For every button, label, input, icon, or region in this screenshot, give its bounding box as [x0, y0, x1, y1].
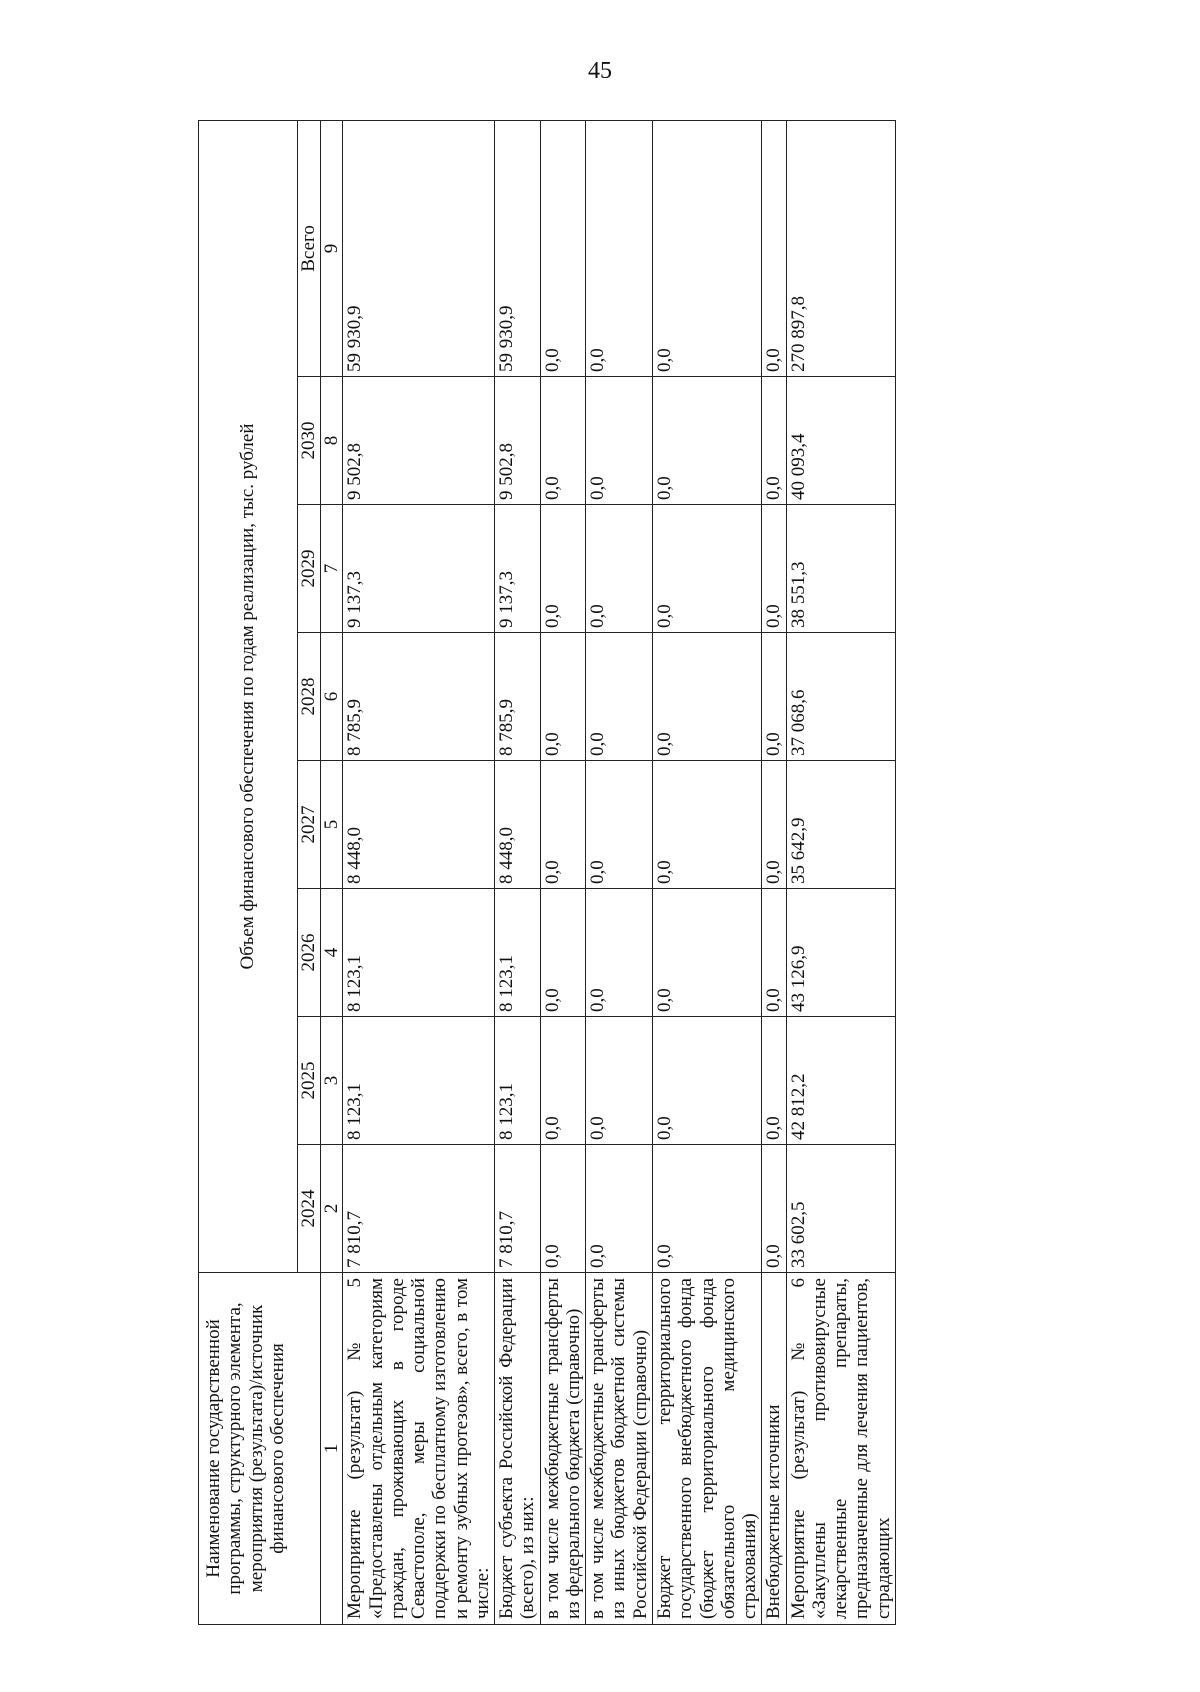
value-cell: 0,0	[586, 633, 653, 761]
value-cell: 0,0	[540, 633, 586, 761]
value-cell: 42 812,2	[786, 1017, 895, 1145]
value-cell: 0,0	[652, 633, 761, 761]
table-row	[786, 120, 895, 1624]
rotated-table-container	[198, 121, 1058, 1625]
value-cell: 0,0	[762, 889, 786, 1017]
value-cell: 0,0	[540, 1145, 586, 1273]
value-cell: 7 810,7	[495, 1145, 541, 1273]
value-cell: 0,0	[586, 377, 653, 505]
row-label: в том числе межбюджетные трансферты из федерального бюджета (справочно)	[540, 1273, 586, 1625]
column-number: 1	[321, 1273, 343, 1625]
value-cell: 43 126,9	[786, 889, 895, 1017]
year-header: 2029	[298, 505, 321, 633]
table-row	[762, 120, 786, 1624]
table-row	[586, 120, 653, 1624]
header-row-top	[199, 120, 298, 1624]
value-cell: 0,0	[586, 889, 653, 1017]
value-cell: 0,0	[762, 1145, 786, 1273]
value-cell: 0,0	[586, 761, 653, 889]
total-cell: 0,0	[586, 120, 653, 376]
value-cell: 0,0	[652, 889, 761, 1017]
row-label: Бюджет субъекта Российской Федерации (всего), из них:	[495, 1273, 541, 1625]
value-cell: 0,0	[762, 761, 786, 889]
column-number: 3	[321, 1017, 343, 1145]
year-header: 2026	[298, 889, 321, 1017]
value-cell: 0,0	[540, 1017, 586, 1145]
column-number: 8	[321, 377, 343, 505]
value-cell: 0,0	[652, 377, 761, 505]
total-cell: 59 930,9	[495, 120, 541, 376]
row-label: Внебюджетные источники	[762, 1273, 786, 1625]
row-label: Мероприятие (результат) № 5 «Предоставлены отдельным категориям граждан, проживающих в городе Севастополе, меры социальной поддержки по бесплатному изготовлению и ремонту зубных протезов», всего, в том числе:	[343, 1273, 495, 1625]
value-cell: 0,0	[540, 761, 586, 889]
value-cell: 33 602,5	[786, 1145, 895, 1273]
value-cell: 0,0	[586, 1017, 653, 1145]
row-label: Мероприятие (результат) № 6 «Закуплены противовирусные лекарственные препараты, предназначенные для лечения пациентов, страдающих	[786, 1273, 895, 1625]
value-cell: 9 137,3	[495, 505, 541, 633]
name-column-header: Наименование государственной программы, структурного элемента, мероприятия (результата)/источник финансового обеспечения	[199, 1273, 321, 1625]
year-header: 2028	[298, 633, 321, 761]
financing-table	[198, 120, 896, 1625]
rotated-table-frame	[198, 121, 1058, 1625]
table-row	[495, 120, 541, 1624]
year-header: 2025	[298, 1017, 321, 1145]
row-label: Бюджет территориального государственного внебюджетного фонда (бюджет территориального фонда обязательного медицинского страхования)	[652, 1273, 761, 1625]
value-cell: 40 093,4	[786, 377, 895, 505]
year-header: 2030	[298, 377, 321, 505]
row-label: в том числе межбюджетные трансферты из иных бюджетов бюджетной системы Российской Федерации (справочно)	[586, 1273, 653, 1625]
column-number: 5	[321, 761, 343, 889]
table-row	[540, 120, 586, 1624]
total-cell: 0,0	[540, 120, 586, 376]
value-cell: 7 810,7	[343, 1145, 495, 1273]
value-cell: 38 551,3	[786, 505, 895, 633]
value-cell: 8 123,1	[343, 889, 495, 1017]
value-cell: 0,0	[762, 1017, 786, 1145]
total-cell: 0,0	[762, 120, 786, 376]
column-number: 9	[321, 120, 343, 376]
value-cell: 0,0	[652, 761, 761, 889]
value-cell: 0,0	[540, 505, 586, 633]
value-cell: 8 123,1	[495, 889, 541, 1017]
value-cell: 9 502,8	[495, 377, 541, 505]
value-cell: 8 785,9	[495, 633, 541, 761]
total-header: Всего	[298, 120, 321, 376]
table-row	[343, 120, 495, 1624]
value-cell: 0,0	[652, 1145, 761, 1273]
value-cell: 0,0	[652, 505, 761, 633]
value-cell: 0,0	[762, 377, 786, 505]
total-cell: 0,0	[652, 120, 761, 376]
year-header: 2027	[298, 761, 321, 889]
column-number-row	[321, 120, 343, 1624]
year-header: 2024	[298, 1145, 321, 1273]
value-cell: 9 137,3	[343, 505, 495, 633]
value-cell: 0,0	[762, 633, 786, 761]
value-cell: 37 068,6	[786, 633, 895, 761]
column-number: 4	[321, 889, 343, 1017]
value-cell: 8 448,0	[495, 761, 541, 889]
value-cell: 35 642,9	[786, 761, 895, 889]
value-cell: 0,0	[652, 1017, 761, 1145]
value-cell: 0,0	[540, 377, 586, 505]
value-cell: 9 502,8	[343, 377, 495, 505]
column-number: 7	[321, 505, 343, 633]
value-cell: 0,0	[586, 1145, 653, 1273]
value-cell: 8 448,0	[343, 761, 495, 889]
page-number: 45	[588, 58, 612, 84]
column-number: 6	[321, 633, 343, 761]
value-cell: 0,0	[586, 505, 653, 633]
value-cell: 0,0	[540, 889, 586, 1017]
value-cell: 0,0	[762, 505, 786, 633]
volume-header: Объем финансового обеспечения по годам реализации, тыс. рублей	[199, 120, 298, 1272]
table-row	[652, 120, 761, 1624]
value-cell: 8 123,1	[495, 1017, 541, 1145]
total-cell: 270 897,8	[786, 120, 895, 376]
total-cell: 59 930,9	[343, 120, 495, 376]
column-number: 2	[321, 1145, 343, 1273]
value-cell: 8 785,9	[343, 633, 495, 761]
value-cell: 8 123,1	[343, 1017, 495, 1145]
